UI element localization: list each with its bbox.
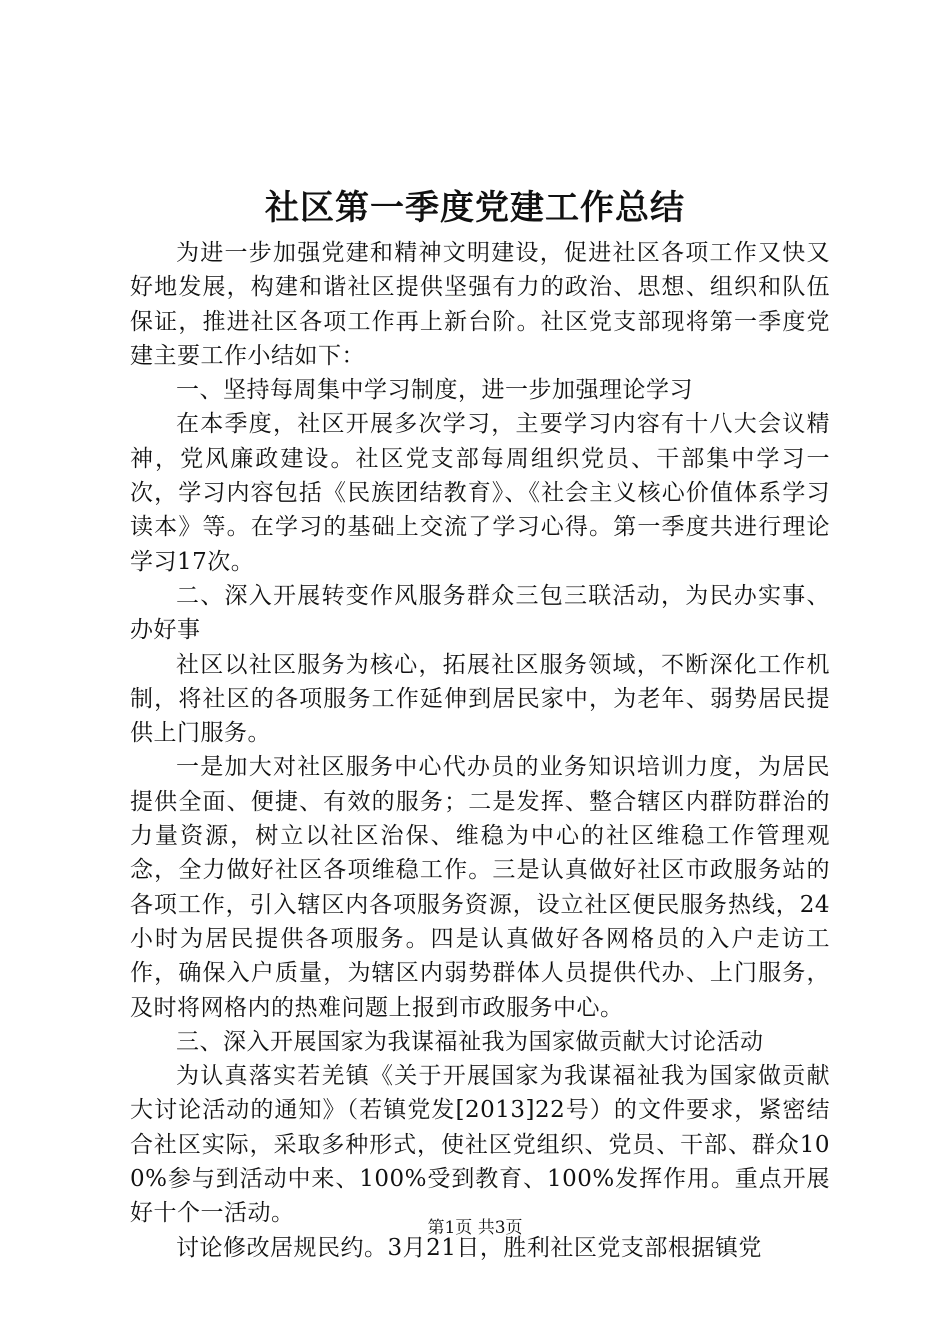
paragraph-intro: 为进一步加强党建和精神文明建设，促进社区各项工作又快又好地发展，构建和谐社区提供坚强有力的政治、思想、组织和队伍保证，推进社区各项工作再上新台阶。社区党支部现将第一季度党建主要工作小结如下：	[130, 240, 830, 369]
paragraph-study: 在本季度，社区开展多次学习，主要学习内容有十八大会议精神，党风廉政建设。社区党支部每周组织党员、干部集中学习一次，学习内容包括《民族团结教育》、《社会主义核心价值体系学习读本》等。在学习的基础上交流了学习心得。第一季度共进行理论学习17次。	[130, 411, 830, 575]
section-heading-3: 三、深入开展国家为我谋福祉我为国家做贡献大讨论活动	[176, 1028, 764, 1055]
section-heading-1: 一、坚持每周集中学习制度，进一步加强理论学习	[176, 377, 693, 404]
paragraph-service: 社区以社区服务为核心，拓展社区服务领域，不断深化工作机制，将社区的各项服务工作延伸到居民家中，为老年、弱势居民提供上门服务。	[130, 651, 830, 747]
section-heading-2: 二、深入开展转变作风服务群众三包三联活动，为民办实事、办好事	[130, 582, 830, 644]
paragraph-service-details: 一是加大对社区服务中心代办员的业务知识培训力度，为居民提供全面、便捷、有效的服务；二是发挥、整合辖区内群防群治的力量资源，树立以社区治保、维稳为中心的社区维稳工作管理观念，全力做好社区各项维稳工作。三是认真做好社区市政服务站的各项工作，引入辖区内各项服务资源，设立社区便民服务热线，24小时为居民提供各项服务。四是认真做好各网格员的入户走访工作，确保入户质量，为辖区内弱势群体人员提供代办、上门服务，及时将网格内的热难问题上报到市政服务中心。	[130, 754, 830, 1021]
page-number-footer: 第1页 共3页	[427, 1218, 523, 1238]
paragraph-discussion: 为认真落实若羌镇《关于开展国家为我谋福祉我为国家做贡献大讨论活动的通知》（若镇党发[2013]22号）的文件要求，紧密结合社区实际，采取多种形式，使社区党组织、党员、干部、群众100%参与到活动中来、100%受到教育、100%发挥作用。重点开展好十个一活动。	[130, 1063, 830, 1227]
document-title: 社区第一季度党建工作总结	[265, 188, 685, 228]
paragraph-village-rules: 讨论修改居规民约。3月21日，胜利社区党支部根据镇党	[176, 1234, 762, 1261]
document-body	[130, 236, 830, 1265]
